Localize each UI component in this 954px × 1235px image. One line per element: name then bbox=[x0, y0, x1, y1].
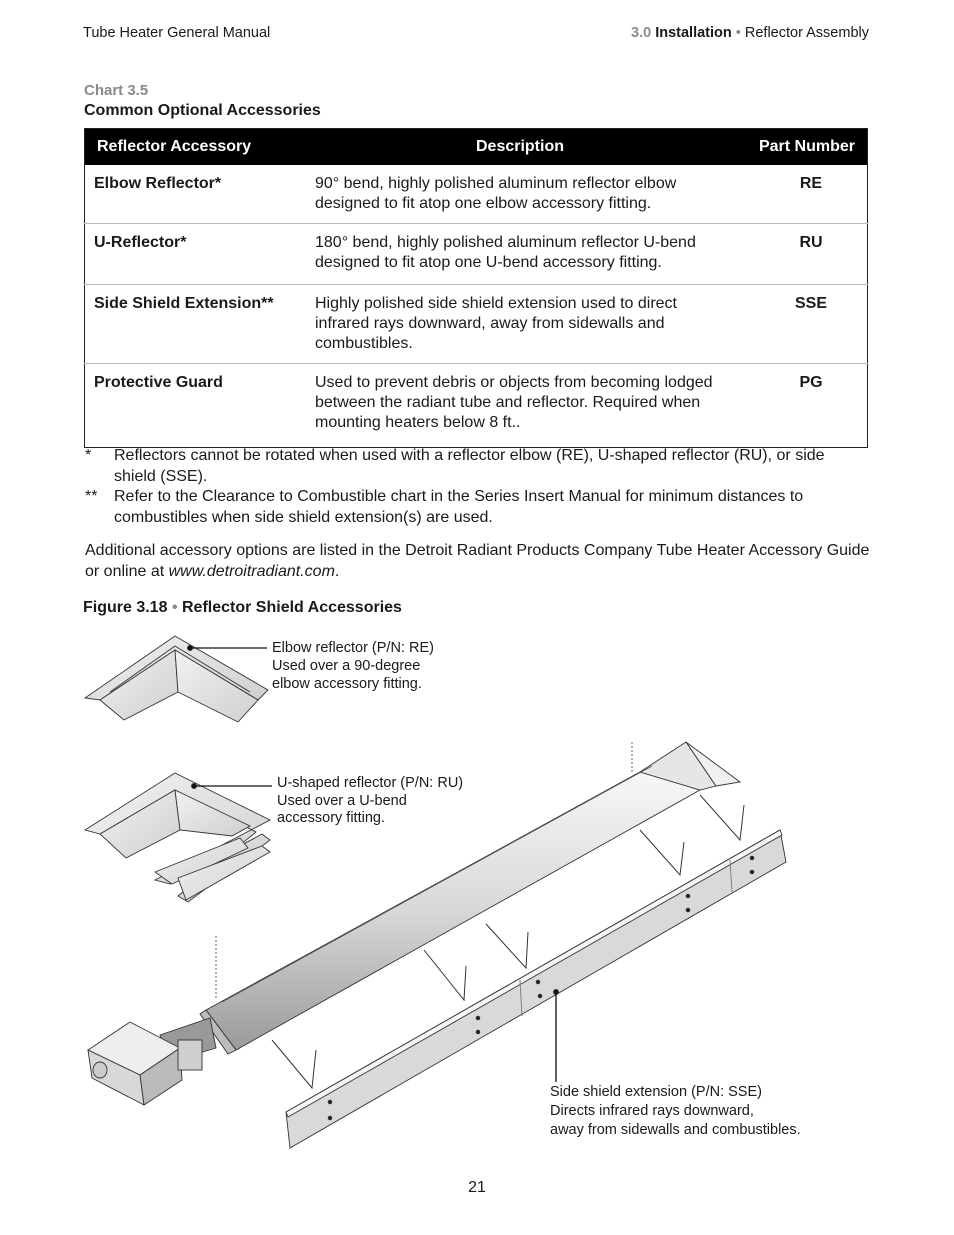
footnote-text: Reflectors cannot be rotated when used with a reflector elbow (RE), U-shaped reflector (RU), or side shield (SSE). bbox=[114, 447, 825, 485]
sse-callout-line: Side shield extension (P/N: SSE) bbox=[550, 1084, 762, 1100]
figure-caption: Reflector Shield Accessories bbox=[182, 599, 402, 616]
sse-callout-line: Directs infrared rays downward, bbox=[550, 1103, 754, 1119]
part-number: SSE bbox=[794, 295, 827, 312]
footnote-mark: * bbox=[85, 447, 92, 464]
column-header-description: Description bbox=[305, 129, 735, 166]
chart-label: Chart 3.5 bbox=[84, 82, 149, 99]
table-row bbox=[85, 165, 868, 224]
description-line: designed to fit atop one elbow accessory fitting. bbox=[315, 195, 652, 212]
accessory-name: Elbow Reflector* bbox=[94, 175, 222, 192]
footnotes bbox=[85, 446, 865, 528]
section-number: 3.0 bbox=[631, 25, 652, 41]
section-name: Installation bbox=[655, 25, 732, 41]
part-number: RE bbox=[799, 175, 823, 192]
elbow-callout-line: elbow accessory fitting. bbox=[272, 676, 422, 692]
figure-title-separator: • bbox=[171, 599, 178, 616]
reflector-assembly-illustration bbox=[0, 620, 954, 1160]
table-header-row bbox=[85, 129, 868, 166]
chart-title: Common Optional Accessories bbox=[84, 102, 321, 119]
page-number: 21 bbox=[468, 1179, 486, 1196]
table-row bbox=[85, 224, 868, 285]
description-line: mounting heaters below 8 ft.. bbox=[315, 414, 521, 431]
description-line: 90° bend, highly polished aluminum reflector elbow bbox=[315, 175, 677, 192]
u-reflector-drawing bbox=[85, 773, 270, 902]
description-line: 180° bend, highly polished aluminum reflector U-bend bbox=[315, 234, 696, 251]
section-breadcrumb bbox=[631, 25, 869, 41]
part-number: PG bbox=[799, 374, 823, 391]
accessory-description bbox=[305, 285, 735, 364]
description-line: Highly polished side shield extension used to direct bbox=[315, 295, 677, 312]
footnote bbox=[85, 446, 865, 487]
column-header-accessory: Reflector Accessory bbox=[85, 129, 306, 166]
u-callout-line: Used over a U-bend bbox=[277, 793, 407, 809]
accessories-table bbox=[84, 128, 868, 448]
paragraph-text: Additional accessory options are listed in the Detroit Radiant Products Company Tube Heater Accessory Guide or online at bbox=[85, 542, 870, 580]
table-row bbox=[85, 364, 868, 448]
paragraph-end: . bbox=[334, 562, 340, 580]
footnote-text: Refer to the Clearance to Combustible chart in the Series Insert Manual for minimum distances to combustibles when side shield extension(s) are used. bbox=[114, 488, 804, 526]
description-line: between the radiant tube and reflector. Required when bbox=[315, 394, 701, 411]
sse-callout-line: away from sidewalls and combustibles. bbox=[550, 1122, 801, 1138]
description-line: designed to fit atop one U-bend accessory fitting. bbox=[315, 254, 662, 271]
manual-title: Tube Heater General Manual bbox=[83, 25, 271, 41]
column-header-part-number: Part Number bbox=[735, 129, 868, 166]
table-row bbox=[85, 285, 868, 364]
figure-label: Figure 3.18 bbox=[83, 599, 168, 616]
accessory-name: U-Reflector* bbox=[94, 234, 187, 251]
elbow-callout-line: Used over a 90-degree bbox=[272, 658, 421, 674]
accessory-description bbox=[305, 364, 735, 448]
accessory-name: Side Shield Extension** bbox=[94, 295, 274, 312]
elbow-callout-line: Elbow reflector (P/N: RE) bbox=[272, 640, 434, 656]
footnote bbox=[85, 487, 865, 528]
accessory-name: Protective Guard bbox=[94, 374, 223, 391]
part-number: RU bbox=[799, 234, 823, 251]
accessory-description bbox=[305, 165, 735, 224]
u-callout-line: U-shaped reflector (P/N: RU) bbox=[277, 775, 464, 791]
additional-accessories-paragraph bbox=[85, 541, 875, 582]
description-line: infrared rays downward, away from sidewalls and combustibles. bbox=[315, 315, 665, 352]
description-line: Used to prevent debris or objects from becoming lodged bbox=[315, 374, 713, 391]
breadcrumb-separator: • bbox=[735, 25, 741, 41]
u-callout-line: accessory fitting. bbox=[277, 810, 385, 826]
accessory-description bbox=[305, 224, 735, 285]
website-link[interactable]: www.detroitradiant.com bbox=[168, 562, 335, 580]
figure-title bbox=[83, 599, 402, 617]
footnote-mark: ** bbox=[85, 488, 98, 505]
subsection-name: Reflector Assembly bbox=[744, 25, 869, 41]
elbow-reflector-drawing bbox=[85, 636, 268, 722]
